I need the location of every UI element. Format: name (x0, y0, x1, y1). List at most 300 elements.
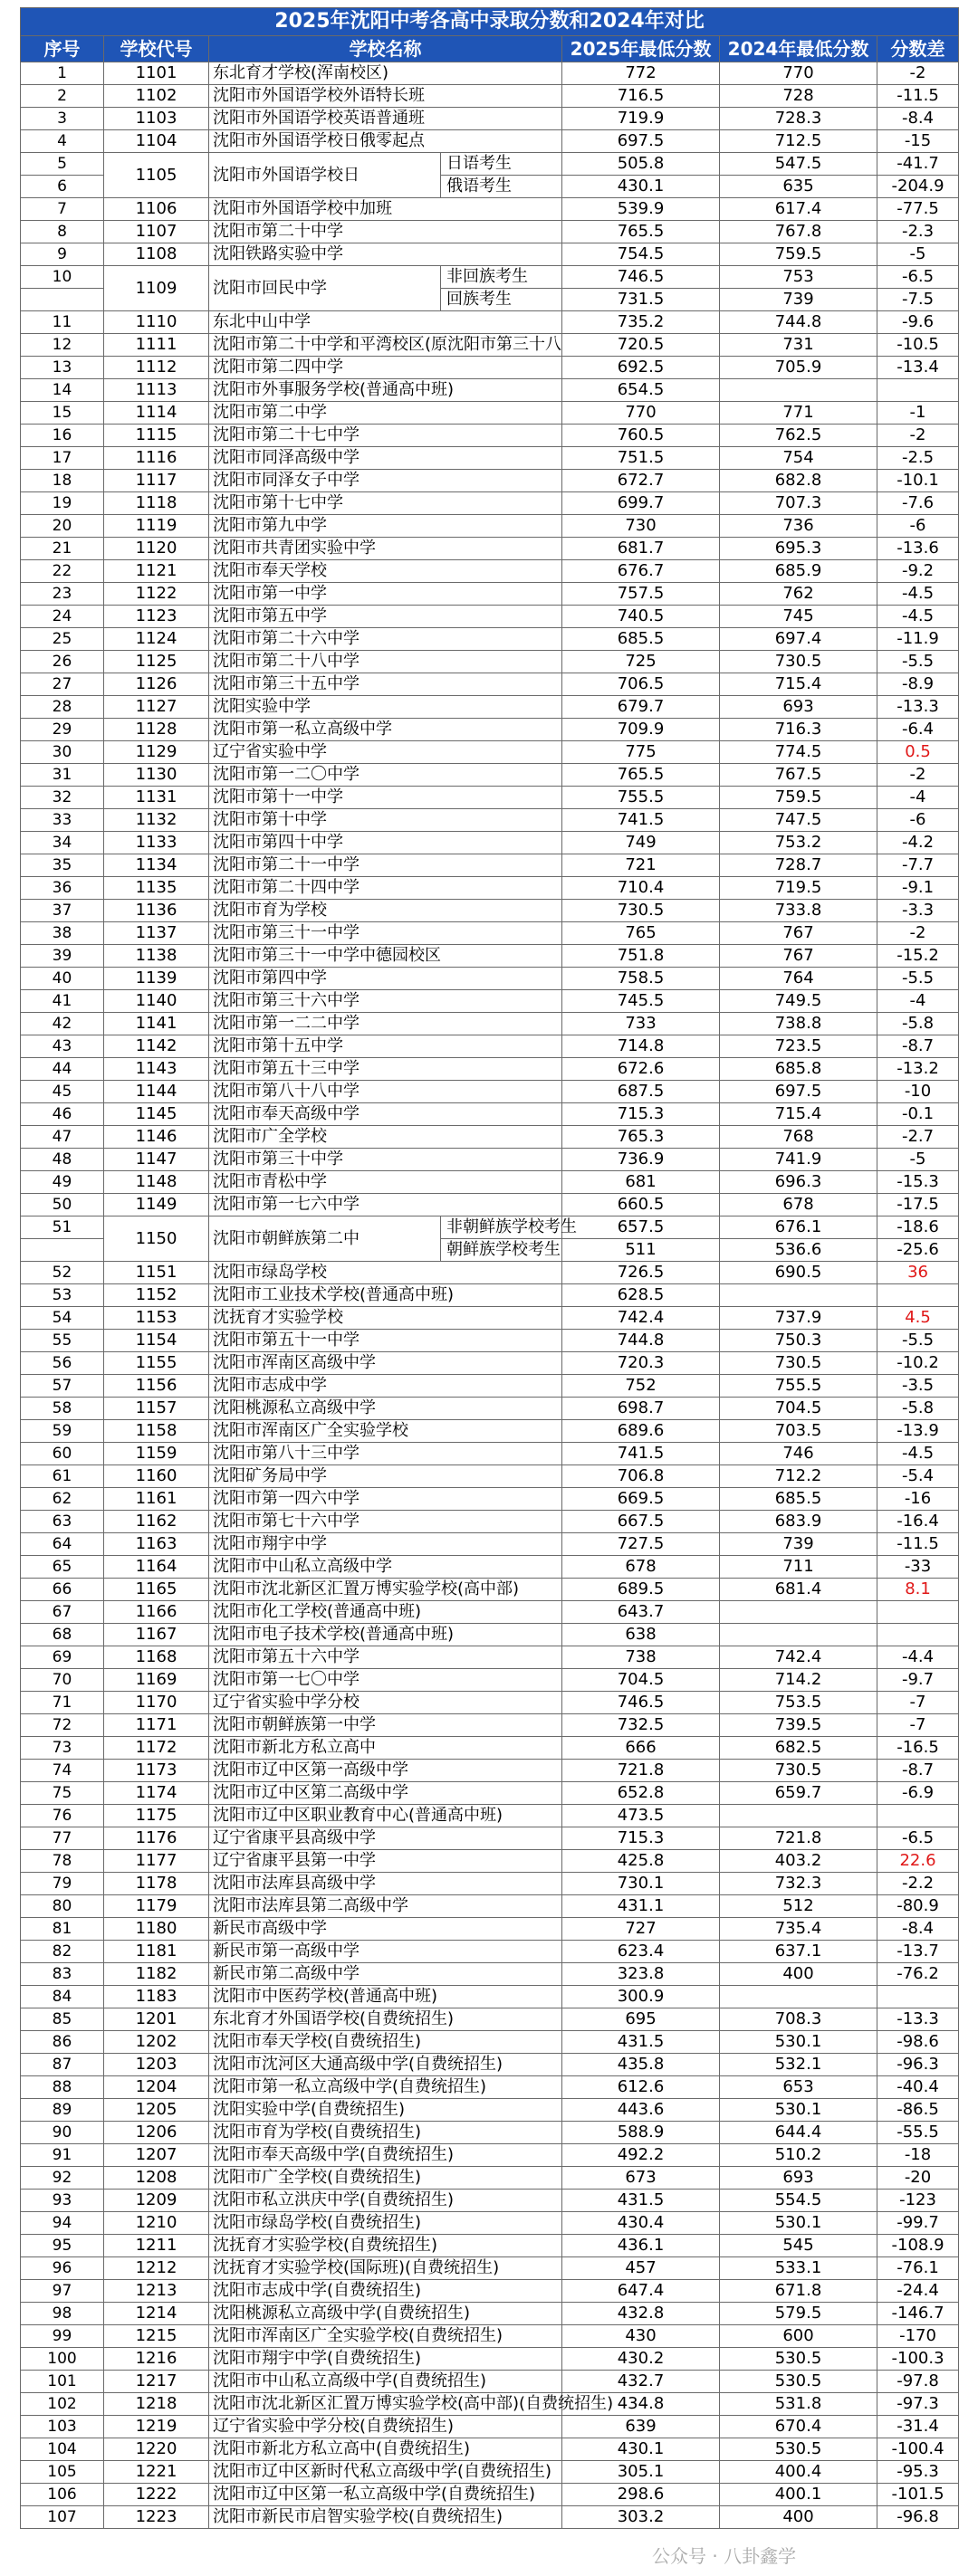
score-2024-cell (720, 1805, 877, 1827)
school-name-cell: 沈阳市第一二二中学 (209, 1013, 562, 1035)
school-code-cell: 1150 (104, 1216, 209, 1262)
score-2025-cell: 676.7 (562, 560, 720, 583)
school-name-cell: 东北育才学校(浑南校区) (209, 62, 562, 85)
score-2024-cell: 730.5 (720, 1352, 877, 1375)
school-code-cell: 1154 (104, 1330, 209, 1352)
seq-cell (21, 289, 104, 311)
school-code-cell: 1163 (104, 1533, 209, 1556)
score-2025-cell: 760.5 (562, 425, 720, 447)
score-2024-cell: 767 (720, 922, 877, 945)
school-name-cell: 沈阳市浑南区广全实验学校(自费统招生) (209, 2325, 562, 2348)
seq-cell: 95 (21, 2235, 104, 2257)
score-diff-cell: -4.5 (877, 583, 959, 606)
score-2025-cell: 672.6 (562, 1058, 720, 1081)
table-row (21, 1782, 959, 1805)
school-code-cell: 1112 (104, 357, 209, 379)
school-name-cell: 沈阳市新北方私立高中 (209, 1737, 562, 1760)
score-diff-cell: -7.7 (877, 854, 959, 877)
score-2025-cell: 715.3 (562, 1827, 720, 1850)
score-2024-cell: 530.1 (720, 2099, 877, 2122)
score-2024-cell: 730.5 (720, 651, 877, 673)
score-2024-cell: 771 (720, 402, 877, 425)
school-code-cell: 1178 (104, 1873, 209, 1895)
seq-cell: 3 (21, 108, 104, 130)
school-name-cell: 辽宁省实验中学 (209, 741, 562, 764)
score-diff-cell: -5.4 (877, 1465, 959, 1488)
score-2024-cell: 530.5 (720, 2438, 877, 2461)
score-diff-cell (877, 1284, 959, 1307)
seq-cell: 93 (21, 2190, 104, 2212)
school-code-cell: 1213 (104, 2280, 209, 2303)
score-diff-cell: -5.5 (877, 968, 959, 990)
score-2025-cell: 754.5 (562, 243, 720, 266)
score-diff-cell: -15.2 (877, 945, 959, 968)
score-2025-cell: 672.7 (562, 470, 720, 492)
school-code-cell: 1153 (104, 1307, 209, 1330)
score-2025-cell: 765.3 (562, 1126, 720, 1149)
score-diff-cell: -18.6 (877, 1216, 959, 1239)
school-code-cell: 1136 (104, 900, 209, 922)
score-2025-cell: 746.5 (562, 1692, 720, 1714)
table-row (21, 1465, 959, 1488)
score-2024-cell: 770 (720, 62, 877, 85)
score-diff-cell: -15.3 (877, 1171, 959, 1194)
school-code-cell: 1105 (104, 153, 209, 198)
score-2024-cell: 530.5 (720, 2371, 877, 2393)
score-2024-cell: 759.5 (720, 243, 877, 266)
score-2025-cell: 473.5 (562, 1805, 720, 1827)
seq-cell: 78 (21, 1850, 104, 1873)
seq-cell: 81 (21, 1918, 104, 1941)
table-row (21, 2122, 959, 2144)
seq-cell: 53 (21, 1284, 104, 1307)
score-2025-cell: 706.8 (562, 1465, 720, 1488)
table-row (21, 606, 959, 628)
score-2024-cell: 730.5 (720, 1760, 877, 1782)
seq-cell: 65 (21, 1556, 104, 1579)
table-row (21, 1488, 959, 1511)
school-name-cell: 沈阳市志成中学(自费统招生) (209, 2280, 562, 2303)
seq-cell: 86 (21, 2031, 104, 2054)
score-2025-cell: 757.5 (562, 583, 720, 606)
school-name-cell: 沈阳市第十七中学 (209, 492, 562, 515)
score-2025-cell: 697.5 (562, 130, 720, 153)
score-2024-cell: 536.6 (720, 1239, 877, 1262)
seq-cell: 100 (21, 2348, 104, 2371)
table-row (21, 1556, 959, 1579)
school-code-cell: 1134 (104, 854, 209, 877)
seq-cell: 8 (21, 221, 104, 243)
score-2024-cell: 759.5 (720, 787, 877, 809)
score-diff-cell (877, 1601, 959, 1624)
score-diff-cell: -13.4 (877, 357, 959, 379)
school-name-cell: 沈阳市法库县高级中学 (209, 1873, 562, 1895)
score-2025-cell: 732.5 (562, 1714, 720, 1737)
score-2025-cell: 742.4 (562, 1307, 720, 1330)
school-code-cell: 1157 (104, 1398, 209, 1420)
score-diff-cell: -25.6 (877, 1239, 959, 1262)
table-row (21, 425, 959, 447)
score-2024-cell: 739.5 (720, 1714, 877, 1737)
school-code-cell: 1210 (104, 2212, 209, 2235)
score-2024-cell: 732.3 (720, 1873, 877, 1895)
score-diff-cell: -6 (877, 515, 959, 538)
score-2024-cell: 682.8 (720, 470, 877, 492)
score-diff-cell: -6.5 (877, 266, 959, 289)
school-name-cell: 沈阳市第一二〇中学 (209, 764, 562, 787)
school-code-cell: 1117 (104, 470, 209, 492)
school-code-cell: 1167 (104, 1624, 209, 1646)
score-diff-cell: 4.5 (877, 1307, 959, 1330)
score-diff-cell (877, 1805, 959, 1827)
school-code-cell: 1143 (104, 1058, 209, 1081)
score-2025-cell: 698.7 (562, 1398, 720, 1420)
table-row (21, 198, 959, 221)
school-name-cell: 沈阳市奉天高级中学(自费统招生) (209, 2144, 562, 2167)
score-2024-cell: 400 (720, 1963, 877, 1986)
school-code-cell: 1162 (104, 1511, 209, 1533)
score-2025-cell: 539.9 (562, 198, 720, 221)
school-name-cell: 沈阳市第二十七中学 (209, 425, 562, 447)
score-diff-cell: -100.3 (877, 2348, 959, 2371)
score-2025-cell: 685.5 (562, 628, 720, 651)
score-2024-cell: 635 (720, 176, 877, 198)
school-code-cell: 1139 (104, 968, 209, 990)
seq-cell: 29 (21, 719, 104, 741)
score-2024-cell: 767.5 (720, 764, 877, 787)
table-row (21, 1149, 959, 1171)
score-2025-cell: 714.8 (562, 1035, 720, 1058)
score-diff-cell: -17.5 (877, 1194, 959, 1216)
score-diff-cell (877, 1624, 959, 1646)
score-2025-cell: 738 (562, 1646, 720, 1669)
school-code-cell: 1209 (104, 2190, 209, 2212)
score-2024-cell: 738.8 (720, 1013, 877, 1035)
school-name-cell: 沈阳桃源私立高级中学 (209, 1398, 562, 1420)
score-diff-cell: -80.9 (877, 1895, 959, 1918)
score-diff-cell: -33 (877, 1556, 959, 1579)
table-row (21, 515, 959, 538)
school-code-cell: 1169 (104, 1669, 209, 1692)
school-code-cell: 1102 (104, 85, 209, 108)
score-2025-cell: 660.5 (562, 1194, 720, 1216)
seq-cell: 40 (21, 968, 104, 990)
score-diff-cell: -101.5 (877, 2484, 959, 2506)
score-2024-cell: 653 (720, 2076, 877, 2099)
school-code-cell: 1171 (104, 1714, 209, 1737)
table-row (21, 2235, 959, 2257)
score-2025-cell: 673 (562, 2167, 720, 2190)
school-code-cell: 1181 (104, 1941, 209, 1963)
score-diff-cell: -10 (877, 1081, 959, 1103)
score-2024-cell: 400.1 (720, 2484, 877, 2506)
seq-cell: 30 (21, 741, 104, 764)
table-row (21, 1986, 959, 2008)
school-code-cell: 1174 (104, 1782, 209, 1805)
school-code-cell: 1104 (104, 130, 209, 153)
score-diff-cell: 36 (877, 1262, 959, 1284)
seq-cell: 31 (21, 764, 104, 787)
score-2024-cell: 685.8 (720, 1058, 877, 1081)
score-diff-cell: -4 (877, 990, 959, 1013)
score-diff-cell: -10.1 (877, 470, 959, 492)
score-diff-cell: -13.9 (877, 1420, 959, 1443)
seq-cell: 17 (21, 447, 104, 470)
seq-cell: 45 (21, 1081, 104, 1103)
school-name-cell: 沈阳市第一中学 (209, 583, 562, 606)
score-2024-cell: 695.3 (720, 538, 877, 560)
seq-cell: 105 (21, 2461, 104, 2484)
score-diff-cell: -5.8 (877, 1398, 959, 1420)
score-diff-cell: -11.9 (877, 628, 959, 651)
admission-score-table (20, 7, 959, 2529)
score-diff-cell: -20 (877, 2167, 959, 2190)
school-code-cell: 1146 (104, 1126, 209, 1149)
score-2025-cell: 667.5 (562, 1511, 720, 1533)
school-name-cell: 沈阳市第七十六中学 (209, 1511, 562, 1533)
header-code: 学校代号 (104, 36, 209, 62)
school-code-cell: 1119 (104, 515, 209, 538)
score-2025-cell: 643.7 (562, 1601, 720, 1624)
seq-cell: 57 (21, 1375, 104, 1398)
score-2024-cell: 705.9 (720, 357, 877, 379)
table-row (21, 877, 959, 900)
table-row (21, 85, 959, 108)
score-2024-cell: 670.4 (720, 2416, 877, 2438)
table-row (21, 1058, 959, 1081)
seq-cell: 80 (21, 1895, 104, 1918)
seq-cell: 96 (21, 2257, 104, 2280)
school-code-cell: 1206 (104, 2122, 209, 2144)
score-2024-cell: 697.4 (720, 628, 877, 651)
score-2024-cell: 532.1 (720, 2054, 877, 2076)
seq-cell: 35 (21, 854, 104, 877)
score-2024-cell: 728 (720, 85, 877, 108)
score-2025-cell: 678 (562, 1556, 720, 1579)
school-name-cell: 沈阳市法库县第二高级中学 (209, 1895, 562, 1918)
school-name-cell: 沈阳市第一七六中学 (209, 1194, 562, 1216)
school-code-cell: 1144 (104, 1081, 209, 1103)
score-2025-cell: 699.7 (562, 492, 720, 515)
seq-cell: 14 (21, 379, 104, 402)
score-2025-cell: 432.8 (562, 2303, 720, 2325)
score-2025-cell: 758.5 (562, 968, 720, 990)
score-2025-cell: 681 (562, 1171, 720, 1194)
score-2024-cell: 753.5 (720, 1692, 877, 1714)
school-name-cell: 沈阳市第二十中学和平湾校区(原沈阳市第三十八 (209, 334, 562, 357)
seq-cell: 47 (21, 1126, 104, 1149)
score-diff-cell: 0.5 (877, 741, 959, 764)
sub-category-cell: 非朝鲜族学校考生 (441, 1216, 562, 1239)
seq-cell: 28 (21, 696, 104, 719)
watermark: 公众号 · 八卦鑫学 (652, 2545, 797, 2567)
school-name-cell: 辽宁省康平县第一中学 (209, 1850, 562, 1873)
school-name-cell: 沈阳市第二十八中学 (209, 651, 562, 673)
seq-cell (21, 1239, 104, 1262)
table-row (21, 922, 959, 945)
table-row (21, 968, 959, 990)
score-diff-cell: -7 (877, 1714, 959, 1737)
seq-cell: 19 (21, 492, 104, 515)
score-2024-cell: 728.7 (720, 854, 877, 877)
score-2025-cell: 716.5 (562, 85, 720, 108)
seq-cell: 4 (21, 130, 104, 153)
school-name-cell: 沈阳市化工学校(普通高中班) (209, 1601, 562, 1624)
score-2025-cell: 740.5 (562, 606, 720, 628)
score-2024-cell: 742.4 (720, 1646, 877, 1669)
header-diff: 分数差 (877, 36, 959, 62)
school-name-cell: 沈阳市第五十六中学 (209, 1646, 562, 1669)
score-diff-cell: -146.7 (877, 2303, 959, 2325)
table-row (21, 719, 959, 741)
school-name-cell: 沈阳市私立洪庆中学(自费统招生) (209, 2190, 562, 2212)
seq-cell: 41 (21, 990, 104, 1013)
table-row (21, 1420, 959, 1443)
school-name-cell: 沈阳市辽中区第一高级中学 (209, 1760, 562, 1782)
school-name-cell: 沈阳市第四中学 (209, 968, 562, 990)
sub-category-cell: 回族考生 (441, 289, 562, 311)
school-name-cell: 沈阳铁路实验中学 (209, 243, 562, 266)
score-2025-cell: 749 (562, 832, 720, 854)
school-code-cell: 1211 (104, 2235, 209, 2257)
score-diff-cell: -9.1 (877, 877, 959, 900)
score-2025-cell: 775 (562, 741, 720, 764)
score-2025-cell: 431.1 (562, 1895, 720, 1918)
table-row (21, 651, 959, 673)
header-seq: 序号 (21, 36, 104, 62)
table-row (21, 583, 959, 606)
seq-cell: 22 (21, 560, 104, 583)
table-title: 2025年沈阳中考各高中录取分数和2024年对比 (21, 8, 959, 36)
table-row (21, 2325, 959, 2348)
seq-cell: 97 (21, 2280, 104, 2303)
table-row (21, 2461, 959, 2484)
score-2025-cell: 303.2 (562, 2506, 720, 2529)
school-name-cell: 辽宁省康平县高级中学 (209, 1827, 562, 1850)
seq-cell: 73 (21, 1737, 104, 1760)
table-row (21, 2076, 959, 2099)
score-2025-cell: 623.4 (562, 1941, 720, 1963)
table-row (21, 2303, 959, 2325)
table-row (21, 1035, 959, 1058)
seq-cell: 21 (21, 538, 104, 560)
school-name-cell: 沈阳实验中学(自费统招生) (209, 2099, 562, 2122)
score-2025-cell: 765 (562, 922, 720, 945)
school-name-cell: 沈阳市第十一中学 (209, 787, 562, 809)
table-row (21, 402, 959, 425)
score-diff-cell: -13.2 (877, 1058, 959, 1081)
score-2025-cell: 721.8 (562, 1760, 720, 1782)
score-2024-cell: 715.4 (720, 673, 877, 696)
seq-cell: 18 (21, 470, 104, 492)
school-name-cell: 沈阳市第二四中学 (209, 357, 562, 379)
school-name-cell: 沈阳市育为学校(自费统招生) (209, 2122, 562, 2144)
school-code-cell: 1205 (104, 2099, 209, 2122)
table-row (21, 832, 959, 854)
score-2024-cell: 750.3 (720, 1330, 877, 1352)
score-2025-cell: 434.8 (562, 2393, 720, 2416)
seq-cell: 66 (21, 1579, 104, 1601)
school-code-cell: 1212 (104, 2257, 209, 2280)
school-name-cell: 沈阳市沈北新区汇置万博实验学校(高中部) (209, 1579, 562, 1601)
score-2025-cell: 765.5 (562, 221, 720, 243)
seq-cell: 59 (21, 1420, 104, 1443)
score-diff-cell: -5 (877, 243, 959, 266)
score-2025-cell: 431.5 (562, 2190, 720, 2212)
table-row (21, 741, 959, 764)
school-name-cell: 沈阳实验中学 (209, 696, 562, 719)
seq-cell: 103 (21, 2416, 104, 2438)
score-2025-cell: 298.6 (562, 2484, 720, 2506)
table-row (21, 1081, 959, 1103)
seq-cell: 90 (21, 2122, 104, 2144)
score-2025-cell: 726.5 (562, 1262, 720, 1284)
score-2025-cell: 435.8 (562, 2054, 720, 2076)
seq-cell: 88 (21, 2076, 104, 2099)
seq-cell: 75 (21, 1782, 104, 1805)
school-code-cell: 1155 (104, 1352, 209, 1375)
score-diff-cell: -170 (877, 2325, 959, 2348)
school-code-cell: 1113 (104, 379, 209, 402)
table-row (21, 1330, 959, 1352)
table-row (21, 357, 959, 379)
seq-cell: 51 (21, 1216, 104, 1239)
score-diff-cell: -13.3 (877, 2008, 959, 2031)
score-2024-cell: 711 (720, 1556, 877, 1579)
school-code-cell: 1215 (104, 2325, 209, 2348)
sub-category-cell: 俄语考生 (441, 176, 562, 198)
school-code-cell: 1123 (104, 606, 209, 628)
table-row (21, 2008, 959, 2031)
school-name-cell: 沈阳市奉天学校(自费统招生) (209, 2031, 562, 2054)
school-name-cell: 沈阳市青松中学 (209, 1171, 562, 1194)
score-diff-cell: -1 (877, 402, 959, 425)
table-row (21, 560, 959, 583)
score-2025-cell: 695 (562, 2008, 720, 2031)
score-2024-cell: 690.5 (720, 1262, 877, 1284)
school-name-cell: 沈阳市中医药学校(普通高中班) (209, 1986, 562, 2008)
school-name-cell: 沈阳市第八十八中学 (209, 1081, 562, 1103)
score-diff-cell: -8.4 (877, 108, 959, 130)
school-code-cell: 1179 (104, 1895, 209, 1918)
seq-cell: 39 (21, 945, 104, 968)
table-row (21, 1533, 959, 1556)
score-diff-cell: 22.6 (877, 1850, 959, 1873)
school-code-cell: 1115 (104, 425, 209, 447)
table-row (21, 1646, 959, 1669)
score-2025-cell: 745.5 (562, 990, 720, 1013)
table-row (21, 1216, 959, 1239)
score-2024-cell: 637.1 (720, 1941, 877, 1963)
table-row (21, 1737, 959, 1760)
score-2025-cell: 679.7 (562, 696, 720, 719)
table-row (21, 492, 959, 515)
seq-cell: 15 (21, 402, 104, 425)
seq-cell: 69 (21, 1646, 104, 1669)
score-2025-cell: 733 (562, 1013, 720, 1035)
seq-cell: 48 (21, 1149, 104, 1171)
score-2025-cell: 692.5 (562, 357, 720, 379)
school-code-cell: 1130 (104, 764, 209, 787)
table-row (21, 1375, 959, 1398)
seq-cell: 70 (21, 1669, 104, 1692)
school-code-cell: 1161 (104, 1488, 209, 1511)
score-2025-cell: 730.1 (562, 1873, 720, 1895)
score-2024-cell: 739 (720, 1533, 877, 1556)
score-diff-cell: -204.9 (877, 176, 959, 198)
score-diff-cell: -123 (877, 2190, 959, 2212)
score-2025-cell: 647.4 (562, 2280, 720, 2303)
